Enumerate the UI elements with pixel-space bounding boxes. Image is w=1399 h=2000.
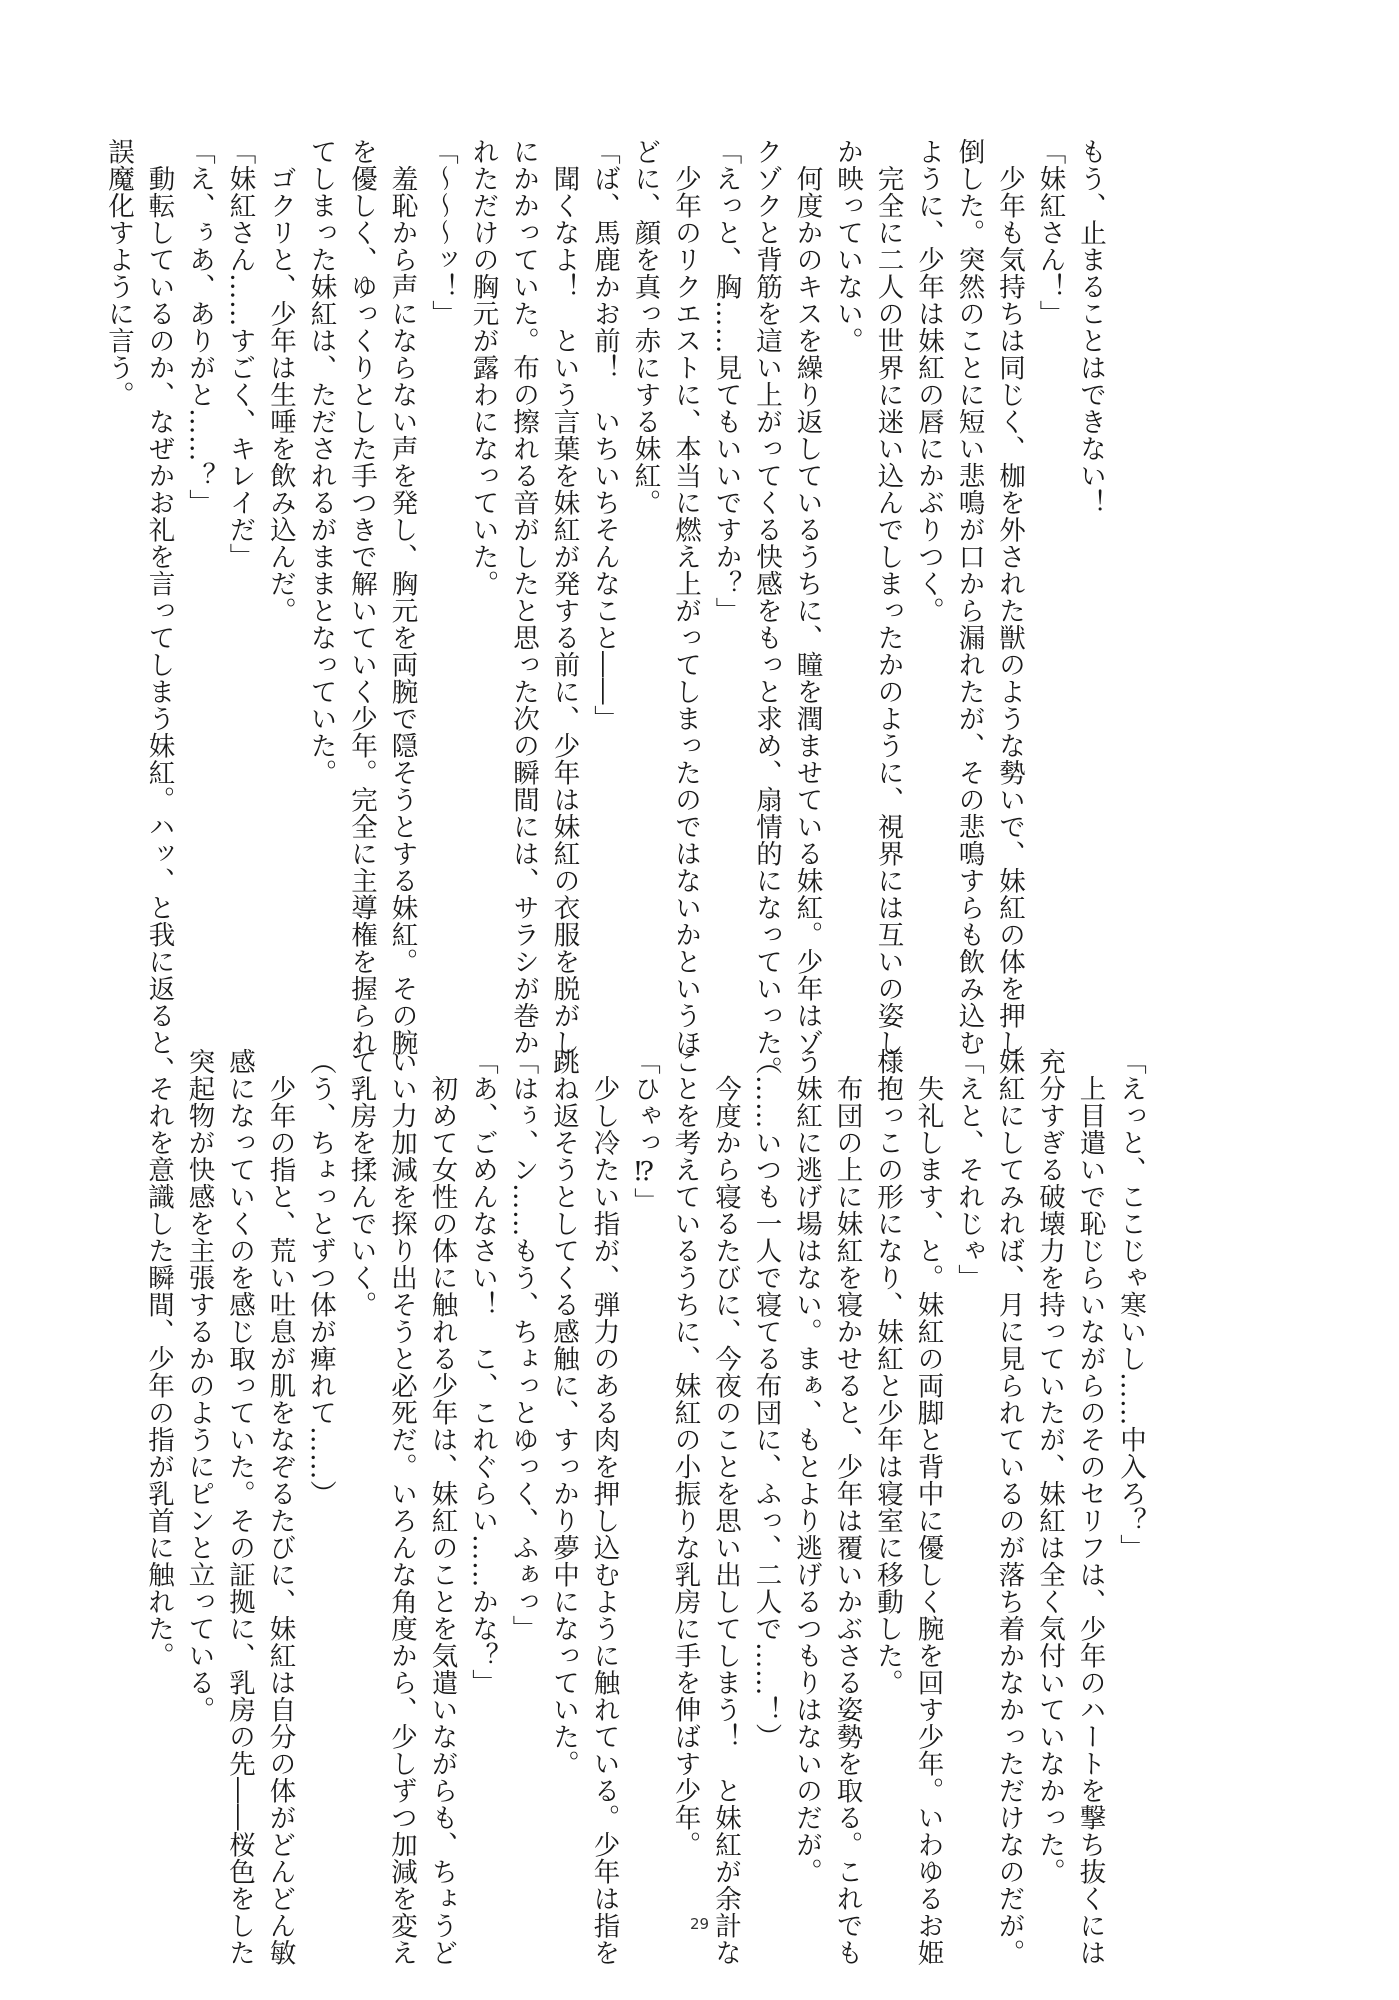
text-line: 「あ、ごめんなさい！ こ、これぐらい……かな？」 (467, 1048, 498, 1696)
text-line: 「～～～ッ！」 (427, 138, 458, 327)
text-line: 完全に二人の世界に迷い込んでしまったかのように、視界には互いの姿し (872, 138, 904, 1056)
text-line: 「ひゃっ⁉」 (629, 1048, 660, 1215)
text-line: 感になっていくのを感じ取っていた。その証拠に、乳房の先――桜色をした (224, 1048, 255, 1966)
text-line: 少年のリクエストに、本当に燃え上がってしまったのではないかというほ (670, 138, 701, 1056)
text-line: 今度から寝るたびに、今夜のことを思い出してしまう！ と妹紅が余計な (710, 1048, 741, 1966)
text-line: 「ば、馬鹿かお前！ いちいちそんなこと――」 (589, 138, 620, 732)
text-line: 失礼します、と。妹紅の両脚と背中に優しく腕を回す少年。いわゆるお姫 (912, 1048, 944, 1966)
text-line: 少年も気持ちは同じく、枷を外された獣のような勢いで、妹紅の体を押し (994, 138, 1025, 1056)
text-line: 倒した。突然のことに短い悲鳴が口から漏れたが、その悲鳴すらも飲み込む (953, 138, 985, 1056)
upper-text-block (103, 138, 1110, 1083)
text-line: （う、ちょっとずつ体が痺れて……） (305, 1048, 336, 1507)
text-line: れただけの胸元が露わになっていた。 (467, 138, 499, 597)
text-line: 羞恥から声にならない声を発し、胸元を両腕で隠そうとする妹紅。その腕 (386, 138, 418, 1056)
text-line: 妹紅にしてみれば、月に見られているのが落ち着かなかっただけなのだが。 (993, 1048, 1025, 1966)
text-line: 様抱っこの形になり、妹紅と少年は寝室に移動した。 (872, 1048, 903, 1696)
text-line: 「妹紅さん！」 (1034, 138, 1066, 327)
page-number: 29 (689, 1915, 710, 1933)
text-line: 初めて女性の体に触れる少年は、妹紅のことを気遣いながらも、ちょうど (426, 1048, 458, 1966)
text-line: 少し冷たい指が、弾力のある肉を押し込むように触れている。少年は指を (588, 1048, 620, 1966)
text-line: （……いつも一人で寝てる布団に、ふっ、二人で……！） (750, 1048, 782, 1750)
text-line: 動転しているのか、なぜかお礼を言ってしまう妹紅。ハッ、と我に返ると、 (143, 138, 175, 1083)
text-line: もう、止まることはできない！ (1075, 138, 1106, 516)
text-line: て乳房を揉んでいく。 (345, 1048, 377, 1318)
text-line: う妹紅に逃げ場はない。まぁ、もとより逃げるつもりはないのだが。 (791, 1048, 822, 1885)
text-line: それを意識した瞬間、少年の指が乳首に触れた。 (143, 1048, 174, 1669)
text-line: か映っていない。 (832, 138, 863, 354)
text-line: てしまった妹紅は、ただされるがままとなっていた。 (305, 138, 337, 786)
text-line: 突起物が快感を主張するかのようにピンと立っている。 (183, 1048, 215, 1723)
text-line: 上目遣いで恥じらいながらのそのセリフは、少年のハートを撃ち抜くには (1074, 1048, 1106, 1966)
text-line: 「妹紅さん……すごく、キレイだ」 (224, 138, 256, 570)
text-line: 誤魔化すように言う。 (103, 138, 134, 408)
text-line: どに、顔を真っ赤にする妹紅。 (629, 138, 661, 516)
text-line: いい力加減を探り出そうと必死だ。いろんな角度から、少しずつ加減を変え (386, 1048, 417, 1966)
text-line: ことを考えているうちに、妹紅の小振りな乳房に手を伸ばす少年。 (669, 1048, 701, 1858)
text-line: 「え、ぅあ、ありがと……？」 (184, 138, 215, 516)
text-line: 「はぅ、ン……もう、ちょっとゆっく、ふぁっ」 (507, 1048, 539, 1642)
text-line: クゾクと背筋を這い上がってくる快感をもっと求め、扇情的になっていった。 (751, 138, 782, 1083)
text-line: 聞くなよ！ という言葉を妹紅が発する前に、少年は妹紅の衣服を脱がし (548, 138, 580, 1056)
text-line: ゴクリと、少年は生唾を飲み込んだ。 (265, 138, 296, 624)
text-line: 少年の指と、荒い吐息が肌をなぞるたびに、妹紅は自分の体がどんどん敏 (264, 1048, 296, 1966)
text-line: 「えっと、胸……見てもいいですか？」 (710, 138, 742, 624)
text-line: 何度かのキスを繰り返しているうちに、瞳を潤ませている妹紅。少年はゾ (791, 138, 823, 1056)
text-line: ように、少年は妹紅の唇にかぶりつく。 (913, 138, 944, 624)
text-line: 「えと、それじゃ」 (953, 1048, 984, 1291)
text-line: 充分すぎる破壊力を持っていたが、妹紅は全く気付いていなかった。 (1034, 1048, 1065, 1885)
text-line: 「えっと、ここじゃ寒いし……中入ろ？」 (1115, 1048, 1146, 1561)
text-line: 布団の上に妹紅を寝かせると、少年は覆いかぶさる姿勢を取る。これでも (831, 1048, 863, 1966)
text-line: にかかっていた。布の擦れる音がしたと思った次の瞬間には、サラシが巻か (508, 138, 539, 1056)
text-line: を優しく、ゆっくりとした手つきで解いていく少年。完全に主導権を握られ (346, 138, 377, 1056)
text-line: 跳ね返そうとしてくる感触に、すっかり夢中になっていた。 (548, 1048, 579, 1777)
